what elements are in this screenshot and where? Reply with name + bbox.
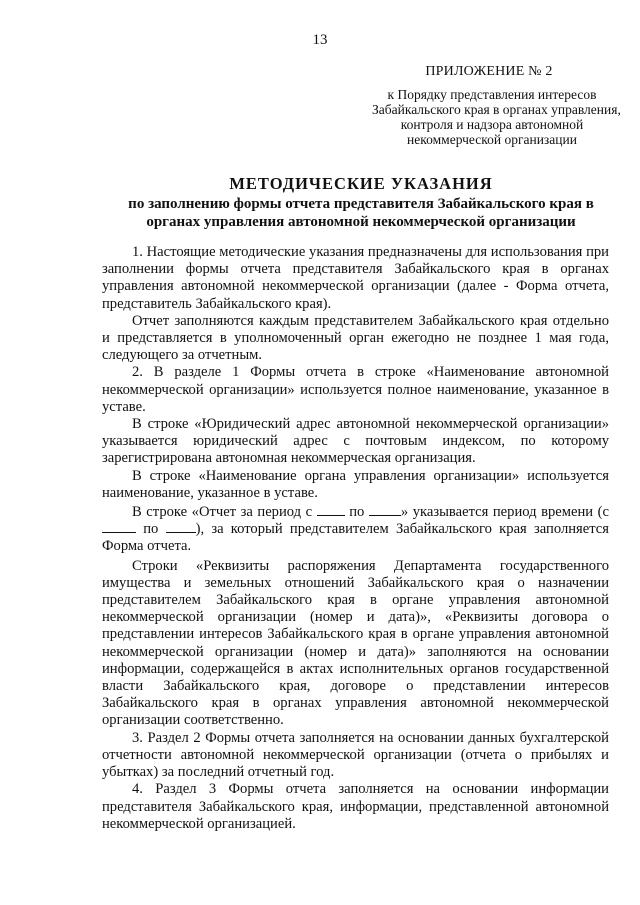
page-number: 13 (312, 32, 328, 48)
blank-field (166, 521, 196, 533)
appendix-block (372, 64, 621, 147)
paragraph-6-text: В строке «Отчет за период с (132, 504, 317, 521)
blank-field (317, 504, 345, 516)
appendix-line: контроля и надзора автономной (400, 117, 584, 132)
paragraph-3: 2. В разделе 1 Формы отчета в строке «Наименование автономной некоммерческой организации» используется полное наименование, указанное в уставе. (102, 364, 609, 415)
document-body (102, 244, 609, 833)
paragraph-6-text: по (344, 504, 369, 521)
paragraph-1: 1. Настоящие методические указания предназначены для использования при заполнении формы отчета представителя Забайкальского края в органах управления автономной некоммерческой организации (далее - Форма отчета, представитель Забайкальского края). (102, 244, 609, 312)
appendix-heading: ПРИЛОЖЕНИЕ № 2 (425, 64, 553, 79)
paragraph-8: 3. Раздел 2 Формы отчета заполняется на основании данных бухгалтерской отчетности автономной некоммерческой организации (отчета о прибылях и убытках) за последний отчетный год. (102, 729, 609, 781)
paragraph-5: В строке «Наименование органа управления организации» используется наименование, указанное в уставе. (102, 467, 609, 501)
title-subtitle-line2: органах управления автономной некоммерческой организации (146, 214, 576, 230)
paragraph-6-text: » указывается период времени (с (400, 504, 609, 521)
paragraph-7: Строки «Реквизиты распоряжения Департамента государственного имущества и земельных отношений Забайкальского края о назначении представителем Забайкальского края в органе управления автономной некоммерческой организации (номер и дата)», «Реквизиты договора о представлении интересов Забайкальского края в органе управления автономной некоммерческой организации (номер и дата)» заполняются на основании информации, содержащейся в актах исполнительных органов государственной власти Забайкальского края, договоре о представлении интересов Забайкальского края в органах управления автономной некоммерческой организации соответственно. (102, 557, 609, 729)
appendix-line: некоммерческой организации (407, 132, 577, 147)
document-title (96, 173, 626, 231)
appendix-line: Забайкальского края в органах управления, (372, 102, 621, 117)
title-main: МЕТОДИЧЕСКИЕ УКАЗАНИЯ (229, 174, 493, 193)
blank-field (369, 504, 401, 516)
paragraph-9: 4. Раздел 3 Формы отчета заполняется на основании информации представителя Забайкальского края, информации, представленной автономной некоммерческой организацией. (102, 781, 609, 832)
paragraph-2: Отчет заполняются каждым представителем Забайкальского края отдельно и представляется в уполномоченный орган ежегодно не позднее 1 мая года, следующего за отчетным. (102, 312, 609, 364)
appendix-line: к Порядку представления интересов (387, 87, 597, 102)
title-subtitle-line1: по заполнению формы отчета представителя Забайкальского края в (128, 196, 594, 212)
paragraph-6 (102, 504, 609, 556)
paragraph-6-text: ), за который представителем Забайкальского края заполняется Форма отчета. (102, 521, 609, 555)
blank-field (102, 521, 136, 533)
paragraph-4: В строке «Юридический адрес автономной некоммерческой организации» указывается юридический адрес с почтовым индексом, по которому зарегистрирована автономная некоммерческая организация. (102, 416, 609, 467)
paragraph-6-text: по (136, 521, 166, 538)
